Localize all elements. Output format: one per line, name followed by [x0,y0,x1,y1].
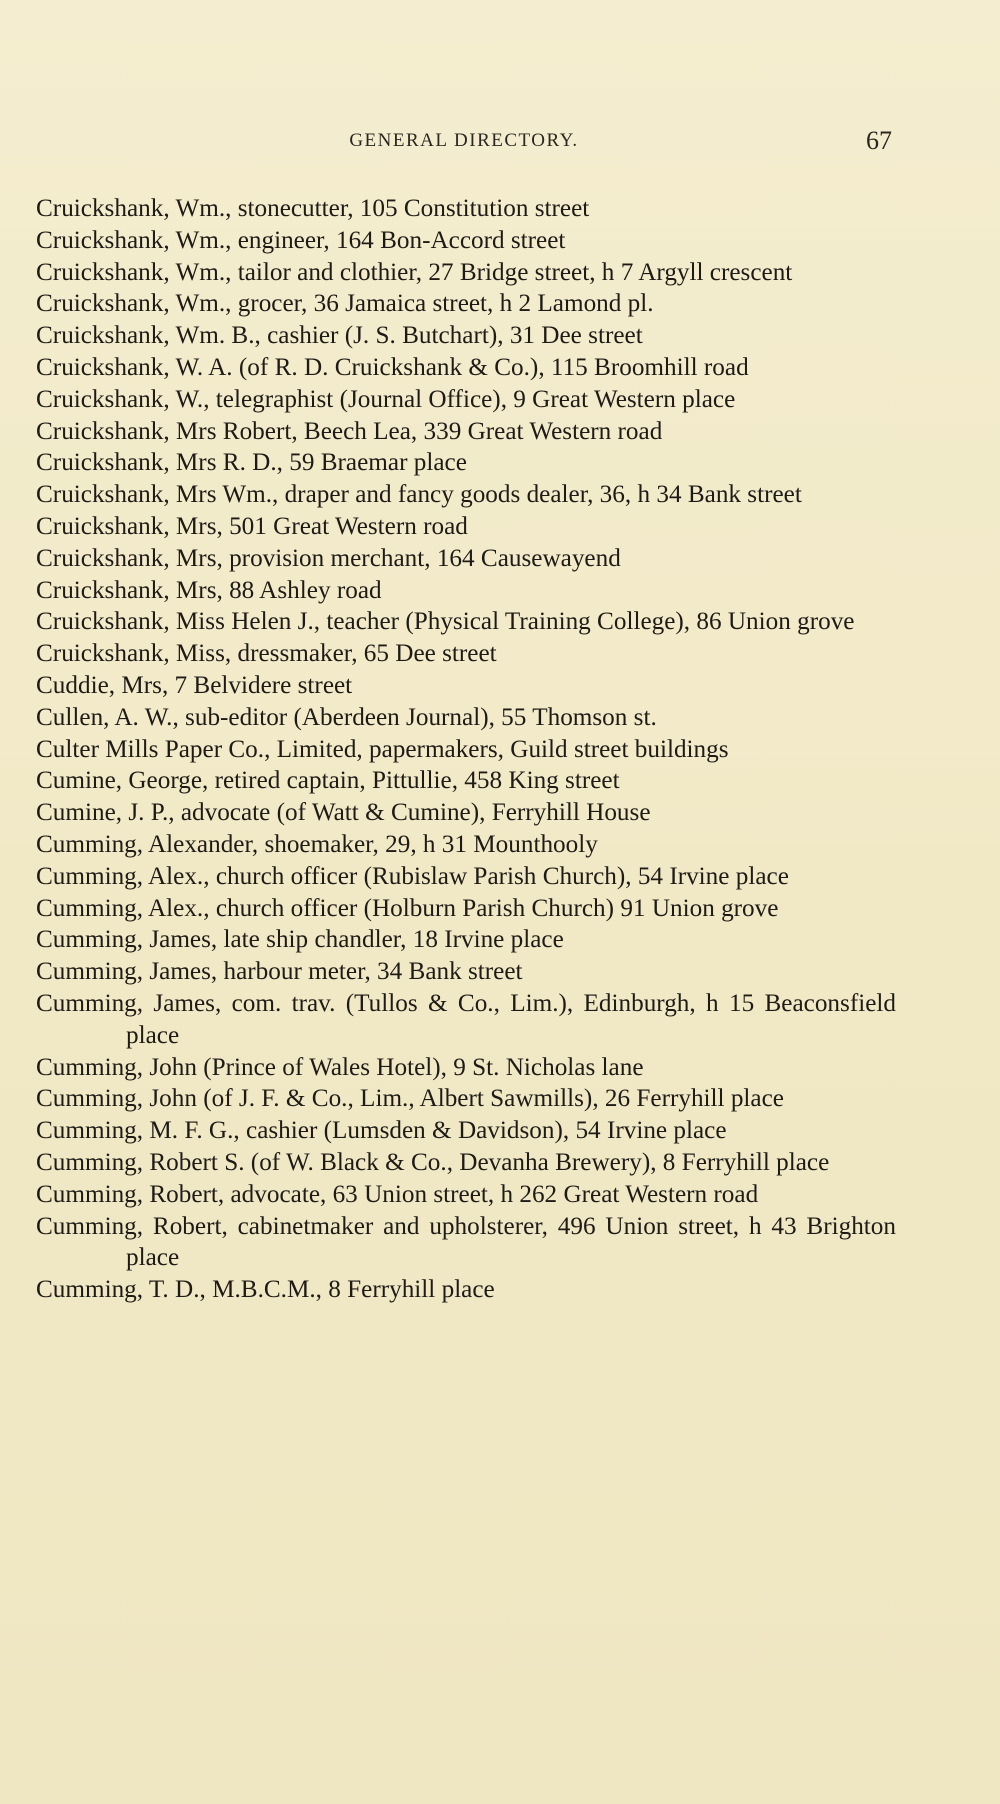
directory-entry: Cruickshank, Miss Helen J., teacher (Physical Training College), 86 Union grove [36,608,855,636]
page-number: 67 [866,126,892,155]
directory-entry: Cumming, Robert, cabinetmaker and upholsterer, 496 Union street, h 43 Brighton place [36,1212,896,1272]
directory-entry: Cullen, A. W., sub-editor (Aberdeen Journal), 55 Thomson st. [36,703,657,731]
directory-entry: Cruickshank, Mrs, 88 Ashley road [36,576,382,604]
directory-entry: Cruickshank, Wm. B., cashier (J. S. Butchart), 31 Dee street [36,322,643,350]
directory-entries [36,193,896,1306]
directory-entry: Cuddie, Mrs, 7 Belvidere street [36,671,353,699]
directory-entry: Cumming, James, harbour meter, 34 Bank street [36,958,523,986]
directory-entry: Cruickshank, Mrs, provision merchant, 164 Causewayend [36,544,621,572]
directory-entry: Cumming, Alex., church officer (Rubislaw Parish Church), 54 Irvine place [36,862,789,890]
directory-entry: Cruickshank, Mrs, 501 Great Western road [36,512,468,540]
directory-entry: Cumming, John (Prince of Wales Hotel), 9 St. Nicholas lane [36,1053,644,1081]
directory-entry: Cruickshank, Mrs Robert, Beech Lea, 339 Great Western road [36,417,663,445]
directory-entry: Cruickshank, W. A. (of R. D. Cruickshank & Co.), 115 Broomhill road [36,353,749,381]
directory-entry: Cruickshank, Wm., grocer, 36 Jamaica street, h 2 Lamond pl. [36,290,654,318]
directory-entry: Culter Mills Paper Co., Limited, papermakers, Guild street buildings [36,735,729,763]
directory-entry: Cruickshank, Wm., engineer, 164 Bon-Accord street [36,226,566,254]
directory-entry: Cumming, T. D., M.B.C.M., 8 Ferryhill place [36,1276,495,1304]
directory-entry: Cumming, James, late ship chandler, 18 Irvine place [36,926,564,954]
directory-entry: Cruickshank, Mrs R. D., 59 Braemar place [36,449,467,477]
directory-entry: Cumming, Robert S. (of W. Black & Co., Devanha Brewery), 8 Ferryhill place [36,1148,830,1176]
directory-entry: Cumming, James, com. trav. (Tullos & Co., Lim.), Edinburgh, h 15 Beaconsfield place [36,989,896,1049]
directory-entry: Cumine, J. P., advocate (of Watt & Cumine), Ferryhill House [36,799,651,827]
page-header [36,128,892,160]
directory-entry: Cumming, John (of J. F. & Co., Lim., Albert Sawmills), 26 Ferryhill place [36,1085,784,1113]
directory-entry: Cumming, Alexander, shoemaker, 29, h 31 Mounthooly [36,830,598,858]
running-title: GENERAL DIRECTORY. [349,130,579,151]
directory-entry: Cumming, Alex., church officer (Holburn Parish Church) 91 Union grove [36,894,779,922]
directory-entry: Cruickshank, W., telegraphist (Journal Office), 9 Great Western place [36,385,736,413]
directory-entry: Cruickshank, Wm., stonecutter, 105 Constitution street [36,195,590,222]
directory-entry: Cumming, M. F. G., cashier (Lumsden & Davidson), 54 Irvine place [36,1117,727,1145]
directory-entry: Cruickshank, Miss, dressmaker, 65 Dee street [36,640,497,668]
directory-entry: Cruickshank, Mrs Wm., draper and fancy goods dealer, 36, h 34 Bank street [36,481,802,509]
directory-entry: Cruickshank, Wm., tailor and clothier, 27 Bridge street, h 7 Argyll crescent [36,258,793,286]
directory-entry: Cumming, Robert, advocate, 63 Union street, h 262 Great Western road [36,1180,759,1208]
directory-entry: Cumine, George, retired captain, Pittullie, 458 King street [36,767,620,795]
